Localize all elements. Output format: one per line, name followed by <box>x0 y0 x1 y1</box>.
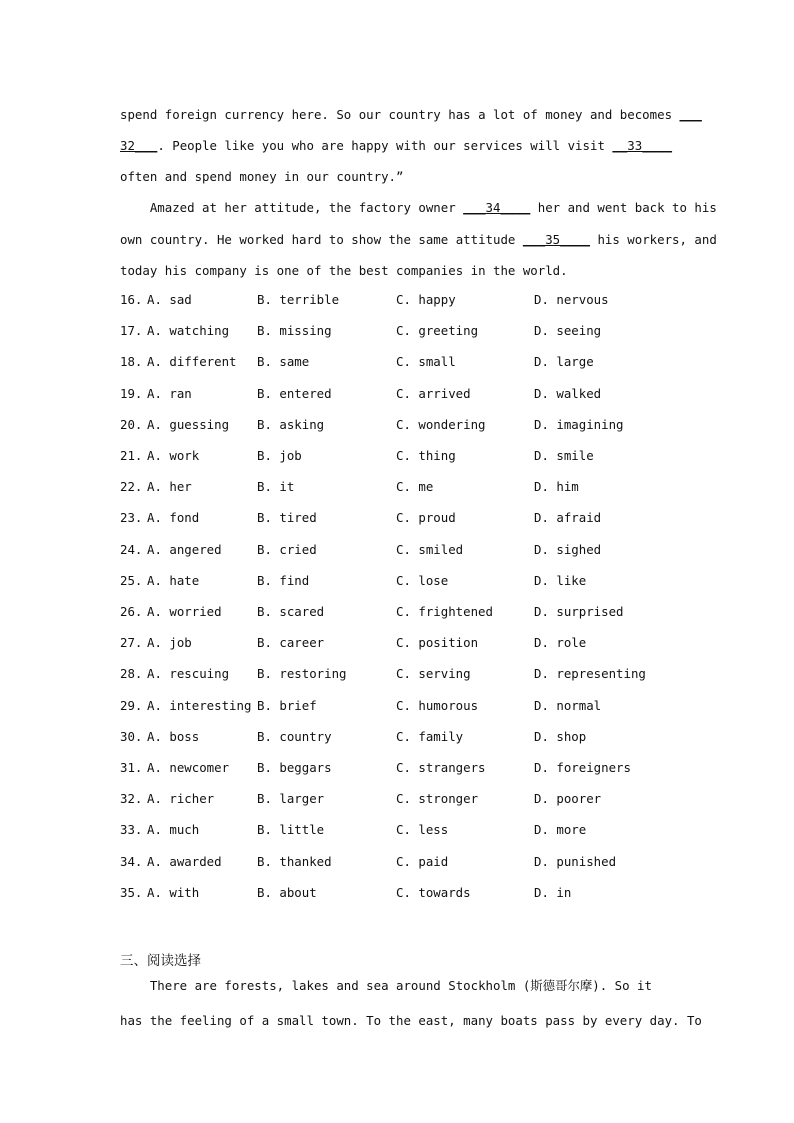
reading-text: has the feeling of a small town. To the east, many boats pass by every day. To <box>120 1013 702 1028</box>
option-b: B. job <box>257 448 302 463</box>
option-d: D. smile <box>534 448 594 463</box>
option-b: B. same <box>257 354 310 369</box>
question-number: 17. <box>120 323 143 338</box>
option-d: D. shop <box>534 729 587 744</box>
option-b: B. larger <box>257 791 325 806</box>
option-d: D. seeing <box>534 323 602 338</box>
option-a: A. hate <box>147 573 200 588</box>
question-number: 28. <box>120 666 143 681</box>
option-d: D. poorer <box>534 791 602 806</box>
option-d: D. foreigners <box>534 760 631 775</box>
passage-line <box>120 107 702 123</box>
option-row <box>120 292 680 308</box>
option-c: C. strangers <box>396 760 486 775</box>
option-c: C. thing <box>396 448 456 463</box>
option-d: D. large <box>534 354 594 369</box>
reading-line <box>120 1013 702 1029</box>
blank-33: __33____ <box>612 138 673 153</box>
blank-32: 32___ <box>120 138 158 153</box>
question-number: 19. <box>120 386 143 401</box>
passage-line <box>120 138 680 154</box>
option-row <box>120 635 680 651</box>
option-b: B. restoring <box>257 666 347 681</box>
option-row <box>120 666 680 682</box>
option-a: A. rescuing <box>147 666 230 681</box>
passage-text: her and went back to his <box>530 200 717 215</box>
option-c: C. less <box>396 822 449 837</box>
option-d: D. like <box>534 573 587 588</box>
passage-text: . People like you who are happy with our services will visit <box>157 138 613 153</box>
option-row <box>120 479 680 495</box>
reading-text: There are forests, lakes and sea around Stockholm (斯德哥尔摩). So it <box>120 978 652 993</box>
option-a: A. watching <box>147 323 230 338</box>
passage-text: often and spend money in our country.” <box>120 169 404 184</box>
option-b: B. thanked <box>257 854 332 869</box>
option-b: B. asking <box>257 417 325 432</box>
passage-line <box>120 169 680 185</box>
option-c: C. paid <box>396 854 449 869</box>
option-a: A. guessing <box>147 417 230 432</box>
section-heading: 三、阅读选择 <box>120 953 201 969</box>
option-row <box>120 448 680 464</box>
option-a: A. job <box>147 635 192 650</box>
option-row <box>120 729 680 745</box>
option-d: D. representing <box>534 666 646 681</box>
option-d: D. afraid <box>534 510 602 525</box>
passage-text: his workers, and <box>589 232 717 247</box>
question-number: 31. <box>120 760 143 775</box>
option-row <box>120 604 680 620</box>
question-number: 18. <box>120 354 143 369</box>
option-row <box>120 854 680 870</box>
option-b: B. find <box>257 573 310 588</box>
option-c: C. frightened <box>396 604 493 619</box>
option-a: A. different <box>147 354 237 369</box>
blank-34: ___34____ <box>463 200 531 215</box>
option-b: B. tired <box>257 510 317 525</box>
option-row <box>120 542 680 558</box>
option-a: A. her <box>147 479 192 494</box>
option-c: C. humorous <box>396 698 479 713</box>
option-c: C. serving <box>396 666 471 681</box>
passage-line <box>120 263 680 279</box>
option-a: A. richer <box>147 791 215 806</box>
option-c: C. small <box>396 354 456 369</box>
option-d: D. more <box>534 822 587 837</box>
option-row <box>120 323 680 339</box>
option-row <box>120 417 680 433</box>
question-number: 26. <box>120 604 143 619</box>
option-a: A. ran <box>147 386 192 401</box>
option-c: C. wondering <box>396 417 486 432</box>
option-b: B. beggars <box>257 760 332 775</box>
option-c: C. greeting <box>396 323 479 338</box>
option-c: C. proud <box>396 510 456 525</box>
option-a: A. with <box>147 885 200 900</box>
passage-text: own country. He worked hard to show the same attitude <box>120 232 523 247</box>
option-c: C. lose <box>396 573 449 588</box>
option-row <box>120 510 680 526</box>
option-b: B. entered <box>257 386 332 401</box>
option-row <box>120 386 680 402</box>
option-b: B. terrible <box>257 292 340 307</box>
option-d: D. him <box>534 479 579 494</box>
question-number: 23. <box>120 510 143 525</box>
question-number: 34. <box>120 854 143 869</box>
option-d: D. surprised <box>534 604 624 619</box>
question-number: 20. <box>120 417 143 432</box>
option-b: B. it <box>257 479 295 494</box>
option-d: D. role <box>534 635 587 650</box>
option-a: A. angered <box>147 542 222 557</box>
option-row <box>120 354 680 370</box>
option-b: B. about <box>257 885 317 900</box>
question-number: 16. <box>120 292 143 307</box>
passage-text: today his company is one of the best companies in the world. <box>120 263 568 278</box>
option-row <box>120 822 680 838</box>
passage-text: Amazed at her attitude, the factory owner <box>120 200 464 215</box>
option-b: B. missing <box>257 323 332 338</box>
option-c: C. stronger <box>396 791 479 806</box>
question-number: 27. <box>120 635 143 650</box>
option-d: D. imagining <box>534 417 624 432</box>
passage-line <box>120 200 717 216</box>
option-c: C. position <box>396 635 479 650</box>
passage-line <box>120 232 717 248</box>
option-c: C. arrived <box>396 386 471 401</box>
option-b: B. cried <box>257 542 317 557</box>
option-d: D. nervous <box>534 292 609 307</box>
option-a: A. awarded <box>147 854 222 869</box>
option-row <box>120 698 680 714</box>
option-d: D. walked <box>534 386 602 401</box>
option-b: B. brief <box>257 698 317 713</box>
question-number: 30. <box>120 729 143 744</box>
option-a: A. worried <box>147 604 222 619</box>
question-number: 29. <box>120 698 143 713</box>
option-d: D. punished <box>534 854 617 869</box>
option-b: B. little <box>257 822 325 837</box>
option-c: C. towards <box>396 885 471 900</box>
option-c: C. family <box>396 729 464 744</box>
blank-35: ___35____ <box>522 232 590 247</box>
option-b: B. scared <box>257 604 325 619</box>
option-row <box>120 885 680 901</box>
option-a: A. much <box>147 822 200 837</box>
question-number: 21. <box>120 448 143 463</box>
option-row <box>120 573 680 589</box>
passage-text: spend foreign currency here. So our country has a lot of money and becomes <box>120 107 680 122</box>
option-d: D. normal <box>534 698 602 713</box>
question-number: 24. <box>120 542 143 557</box>
option-a: A. fond <box>147 510 200 525</box>
option-a: A. sad <box>147 292 192 307</box>
question-number: 25. <box>120 573 143 588</box>
blank-32-start: ___ <box>679 107 702 122</box>
question-number: 22. <box>120 479 143 494</box>
question-number: 35. <box>120 885 143 900</box>
option-a: A. boss <box>147 729 200 744</box>
option-b: B. career <box>257 635 325 650</box>
option-b: B. country <box>257 729 332 744</box>
question-number: 32. <box>120 791 143 806</box>
option-c: C. me <box>396 479 434 494</box>
option-c: C. smiled <box>396 542 464 557</box>
question-number: 33. <box>120 822 143 837</box>
option-a: A. newcomer <box>147 760 230 775</box>
option-row <box>120 791 680 807</box>
option-c: C. happy <box>396 292 456 307</box>
option-a: A. interesting <box>147 698 252 713</box>
option-d: D. sighed <box>534 542 602 557</box>
option-d: D. in <box>534 885 572 900</box>
reading-line <box>120 978 680 994</box>
option-row <box>120 760 680 776</box>
option-a: A. work <box>147 448 200 463</box>
